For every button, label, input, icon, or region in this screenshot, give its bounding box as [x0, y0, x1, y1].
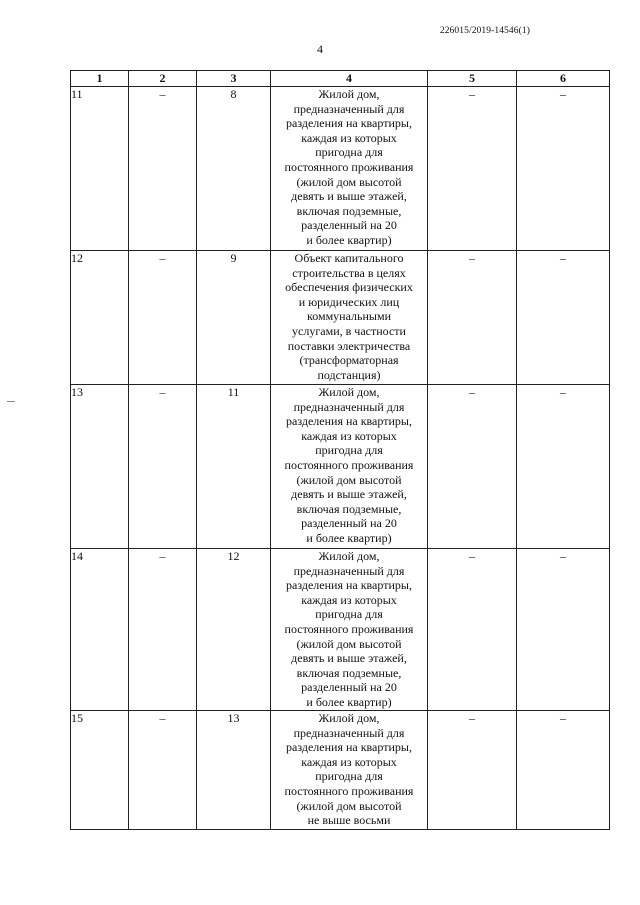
description-cell — [271, 711, 428, 830]
column-3-cell: 13 — [197, 711, 271, 830]
description-cell — [271, 549, 428, 711]
column-3-cell: 12 — [197, 549, 271, 711]
document-number: 226015/2019-14546(1) — [439, 26, 530, 36]
register-table — [70, 70, 610, 830]
column-3-cell: 9 — [197, 251, 271, 385]
column-5-cell: – — [428, 385, 517, 549]
description-text: Жилой дом, предназначенный для разделения на квартиры, каждая из которых пригодна для постоянного проживания (жилой дом высотой девять и выше этажей, включая подземные, разделенный на 20 и более квартир) — [284, 87, 414, 247]
column-5-cell: – — [428, 87, 517, 251]
description-cell — [271, 385, 428, 549]
column-2-cell: – — [129, 385, 197, 549]
column-2-cell: – — [129, 549, 197, 711]
column-header-2: 2 — [129, 71, 197, 87]
column-2-cell: – — [129, 87, 197, 251]
table-row — [71, 711, 610, 830]
column-header-1: 1 — [71, 71, 129, 87]
table-row — [71, 385, 610, 549]
row-number-cell: 11 — [71, 87, 129, 251]
column-6-cell: – — [517, 385, 610, 549]
margin-mark — [7, 401, 15, 402]
column-header-3: 3 — [197, 71, 271, 87]
table-body — [71, 87, 610, 830]
column-header-4: 4 — [271, 71, 428, 87]
description-text: Жилой дом, предназначенный для разделения на квартиры, каждая из которых пригодна для постоянного проживания (жилой дом высотой девять и выше этажей, включая подземные, разделенный на 20 и более квартир) — [284, 385, 414, 545]
page-number: 4 — [317, 42, 323, 56]
column-5-cell: – — [428, 711, 517, 830]
column-header-6: 6 — [517, 71, 610, 87]
description-cell — [271, 87, 428, 251]
row-number-cell: 15 — [71, 711, 129, 830]
table-row — [71, 87, 610, 251]
column-header-5: 5 — [428, 71, 517, 87]
column-5-cell: – — [428, 251, 517, 385]
row-number-cell: 14 — [71, 549, 129, 711]
table-row — [71, 549, 610, 711]
row-number-cell: 12 — [71, 251, 129, 385]
column-6-cell: – — [517, 549, 610, 711]
column-5-cell: – — [428, 549, 517, 711]
description-text: Жилой дом, предназначенный для разделения на квартиры, каждая из которых пригодна для постоянного проживания (жилой дом высотой девять и выше этажей, включая подземные, разделенный на 20 и более квартир) — [284, 549, 414, 709]
column-3-cell: 8 — [197, 87, 271, 251]
row-number-cell: 13 — [71, 385, 129, 549]
table-header — [71, 71, 610, 87]
description-text: Жилой дом, предназначенный для разделения на квартиры, каждая из которых пригодна для постоянного проживания (жилой дом высотой не выше восьми — [284, 711, 414, 828]
table-row — [71, 251, 610, 385]
header-row — [71, 71, 610, 87]
column-6-cell: – — [517, 711, 610, 830]
column-6-cell: – — [517, 251, 610, 385]
column-6-cell: – — [517, 87, 610, 251]
column-2-cell: – — [129, 251, 197, 385]
description-text: Объект капитального строительства в целях обеспечения физических и юридических лиц коммунальными услугами, в частности поставки электричества (трансформаторная подстанция) — [285, 251, 413, 382]
column-2-cell: – — [129, 711, 197, 830]
column-3-cell: 11 — [197, 385, 271, 549]
description-cell — [271, 251, 428, 385]
